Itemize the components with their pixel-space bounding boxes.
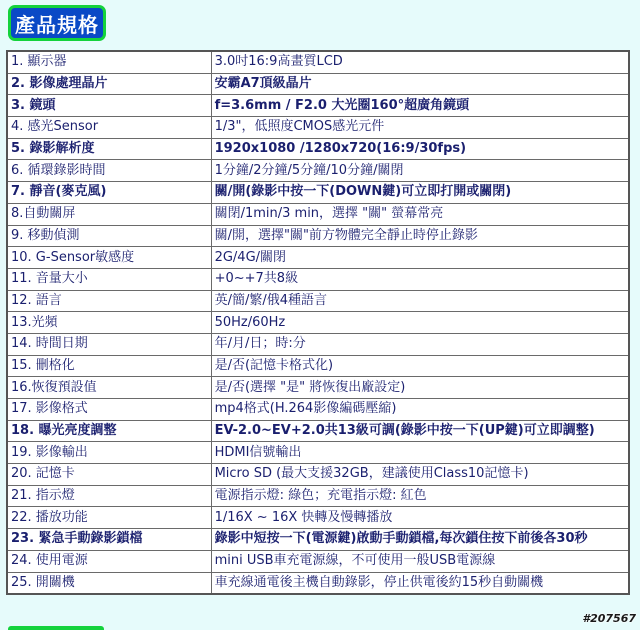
spec-label: 6. 循環錄影時間 — [7, 160, 211, 182]
spec-value: 1/3"，低照度CMOS感光元件 — [211, 117, 629, 139]
spec-value: 1/16X ~ 16X 快轉及慢轉播放 — [211, 507, 629, 529]
spec-label: 23. 緊急手動錄影鎖檔 — [7, 529, 211, 551]
spec-value: 關閉/1min/3 min，選擇 "關" 螢幕常亮 — [211, 203, 629, 225]
spec-row — [7, 355, 629, 377]
spec-row — [7, 377, 629, 399]
spec-label: 9. 移動偵測 — [7, 225, 211, 247]
spec-row — [7, 138, 629, 160]
spec-label: 14. 時間日期 — [7, 333, 211, 355]
watermark: #207567 — [582, 612, 636, 625]
spec-row — [7, 442, 629, 464]
spec-value: Micro SD (最大支援32GB，建議使用Class10記憶卡) — [211, 464, 629, 486]
next-section-badge-edge — [8, 626, 104, 630]
spec-label: 15. 刪格化 — [7, 355, 211, 377]
page-title: 產品規格 — [8, 5, 106, 41]
spec-row — [7, 312, 629, 334]
spec-label: 22. 播放功能 — [7, 507, 211, 529]
spec-label: 2. 影像處理晶片 — [7, 73, 211, 95]
spec-label: 11. 音量大小 — [7, 268, 211, 290]
spec-value: 關/開，選擇"關"前方物體完全靜止時停止錄影 — [211, 225, 629, 247]
spec-label: 10. G-Sensor敏感度 — [7, 247, 211, 269]
spec-value: 關/開(錄影中按一下(DOWN鍵)可立即打開或關閉) — [211, 182, 629, 204]
spec-value: 是/否(選擇 "是" 將恢復出廠設定) — [211, 377, 629, 399]
spec-row — [7, 73, 629, 95]
spec-label: 25. 開關機 — [7, 572, 211, 594]
spec-row — [7, 464, 629, 486]
spec-value: 年/月/日；時:分 — [211, 333, 629, 355]
spec-row — [7, 95, 629, 117]
spec-value: 1分鐘/2分鐘/5分鐘/10分鐘/關閉 — [211, 160, 629, 182]
spec-value: 車充線通電後主機自動錄影，停止供電後約15秒自動關機 — [211, 572, 629, 594]
spec-label: 16.恢復預設值 — [7, 377, 211, 399]
spec-row — [7, 333, 629, 355]
spec-label: 5. 錄影解析度 — [7, 138, 211, 160]
spec-label: 24. 使用電源 — [7, 550, 211, 572]
spec-row — [7, 485, 629, 507]
spec-row — [7, 572, 629, 594]
spec-value: 50Hz/60Hz — [211, 312, 629, 334]
spec-row — [7, 268, 629, 290]
spec-row — [7, 550, 629, 572]
spec-label: 3. 鏡頭 — [7, 95, 211, 117]
spec-label: 21. 指示燈 — [7, 485, 211, 507]
spec-label: 19. 影像輸出 — [7, 442, 211, 464]
spec-value: +0~+7共8級 — [211, 268, 629, 290]
spec-row — [7, 203, 629, 225]
spec-label: 1. 顯示器 — [7, 51, 211, 73]
spec-value: mini USB車充電源線，不可使用一般USB電源線 — [211, 550, 629, 572]
spec-row — [7, 225, 629, 247]
spec-value: 電源指示燈: 綠色；充電指示燈: 紅色 — [211, 485, 629, 507]
spec-value: 3.0吋16:9高畫質LCD — [211, 51, 629, 73]
spec-row — [7, 51, 629, 73]
spec-label: 12. 語言 — [7, 290, 211, 312]
spec-value: 2G/4G/關閉 — [211, 247, 629, 269]
spec-value: EV-2.0~EV+2.0共13級可調(錄影中按一下(UP鍵)可立即調整) — [211, 420, 629, 442]
spec-row — [7, 117, 629, 139]
spec-label: 17. 影像格式 — [7, 399, 211, 421]
spec-row — [7, 399, 629, 421]
spec-row — [7, 529, 629, 551]
spec-row — [7, 160, 629, 182]
spec-label: 20. 記憶卡 — [7, 464, 211, 486]
spec-table-body — [7, 51, 629, 594]
spec-row — [7, 420, 629, 442]
spec-value: f=3.6mm / F2.0 大光圈160°超廣角鏡頭 — [211, 95, 629, 117]
spec-label: 18. 曝光亮度調整 — [7, 420, 211, 442]
spec-label: 8.自動關屏 — [7, 203, 211, 225]
spec-row — [7, 182, 629, 204]
spec-value: mp4格式(H.264影像編碼壓縮) — [211, 399, 629, 421]
spec-label: 4. 感光Sensor — [7, 117, 211, 139]
spec-row — [7, 290, 629, 312]
spec-value: 安霸A7頂級晶片 — [211, 73, 629, 95]
spec-value: HDMI信號輸出 — [211, 442, 629, 464]
spec-label: 13.光頻 — [7, 312, 211, 334]
spec-value: 是/否(記憶卡格式化) — [211, 355, 629, 377]
spec-value: 錄影中短按一下(電源鍵)啟動手動鎖檔,每次鎖住按下前後各30秒 — [211, 529, 629, 551]
spec-row — [7, 247, 629, 269]
spec-row — [7, 507, 629, 529]
spec-value: 1920x1080 /1280x720(16:9/30fps) — [211, 138, 629, 160]
spec-table — [6, 50, 630, 595]
spec-value: 英/簡/繁/俄4種語言 — [211, 290, 629, 312]
spec-label: 7. 靜音(麥克風) — [7, 182, 211, 204]
